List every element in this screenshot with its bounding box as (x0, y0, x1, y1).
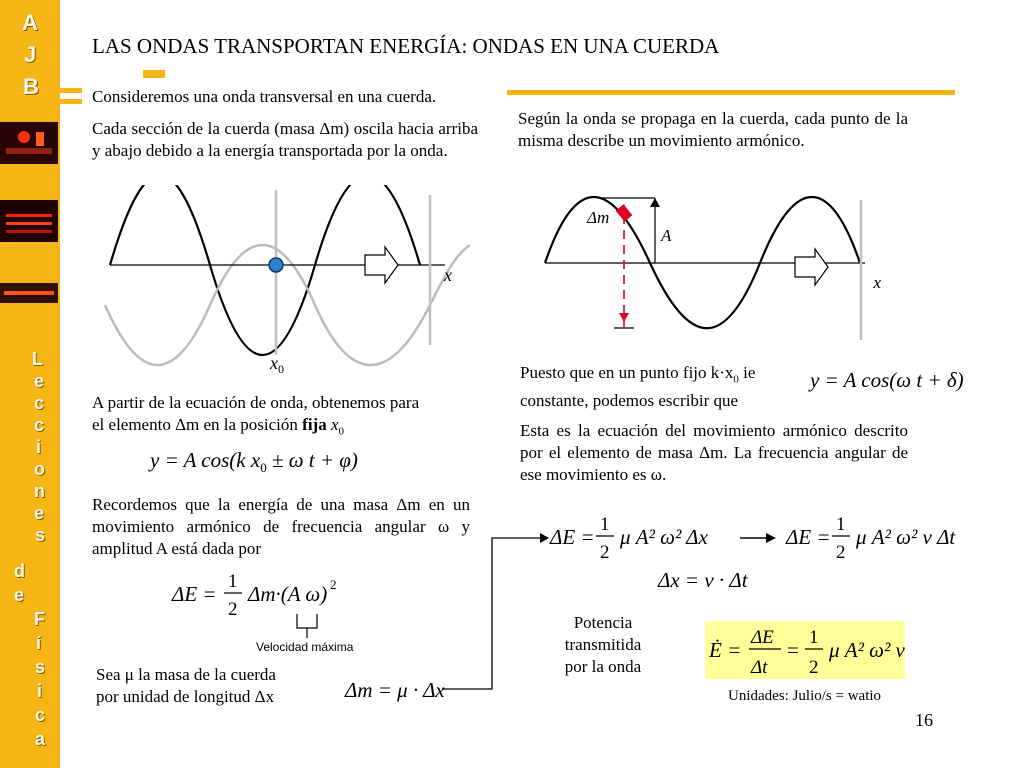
sidebar-letter: B (23, 74, 39, 99)
wave-figure-1 (100, 185, 470, 375)
propagation-arrow-icon (795, 249, 828, 285)
thumbnail-image-2 (0, 200, 58, 242)
equation-energy (170, 565, 370, 625)
page-number: 16 (915, 710, 933, 730)
svg-text:μ A² ω² v: μ A² ω² v (829, 638, 905, 662)
svg-text:1: 1 (228, 571, 238, 592)
svg-text:2: 2 (836, 542, 846, 563)
sidebar-letter: e (34, 371, 45, 391)
power-label: Potencia transmitida por la onda (564, 613, 642, 676)
svg-text:ΔE: ΔE (751, 627, 774, 648)
decor-bar (143, 70, 165, 78)
sidebar-letter: d (14, 561, 25, 581)
equation-wave-element: y = A cos(k $x_0 \pm \omega$ t + φ) (150, 448, 358, 476)
units-label: Unidades: Julio/s = watio (728, 688, 882, 704)
sidebar-letter: í (36, 633, 42, 653)
svg-text:2: 2 (809, 657, 819, 678)
right-paragraph: Según la onda se propaga en la cuerda, cada punto de la misma describe un movimiento armónico. (518, 109, 908, 150)
page-title: LAS ONDAS TRANSPORTAN ENERGÍA: ONDAS EN UNA CUERDA (92, 34, 720, 58)
harmonic-paragraph: Esta es la ecuación del movimiento armónico descrito por el elemento de masa Δm. La frecuencia angular de ese movimiento es ω. (520, 421, 908, 484)
equation-power (705, 621, 905, 679)
sidebar-letter: L (32, 349, 43, 369)
sidebar-letter: A (22, 10, 38, 35)
svg-text:ΔE =: ΔE = (172, 582, 217, 606)
max-velocity-pointer (295, 612, 319, 640)
sidebar-letter: o (34, 459, 45, 479)
x0-label: $x_0$ (270, 353, 284, 375)
axis-label-x: x (444, 265, 452, 285)
sidebar-letter: s (35, 657, 46, 677)
sidebar-letter: s (35, 525, 46, 545)
svg-text:μ A² ω² Δx: μ A² ω² Δx (620, 525, 708, 549)
svg-text:=: = (787, 638, 799, 662)
sidebar (0, 0, 60, 768)
equation-energy-dx (548, 508, 728, 568)
svg-text:1: 1 (809, 627, 819, 648)
sidebar-letter: c (34, 415, 45, 435)
sidebar-letter: i (36, 437, 42, 457)
svg-text:2: 2 (228, 599, 238, 620)
arrow-up-icon (650, 198, 660, 207)
sidebar-letter: J (24, 42, 37, 67)
svg-text:Δm·(A ω): Δm·(A ω) (248, 582, 328, 606)
svg-text:2: 2 (600, 542, 610, 563)
sidebar-letter: n (34, 481, 45, 501)
svg-text:Ė =: Ė = (709, 638, 742, 662)
energy-paragraph: Recordemos que la energía de una masa Δm en un movimiento armónico de frecuencia angular ω y amplitud A está dada por (92, 495, 470, 558)
thumbnail-image-3 (0, 283, 58, 303)
equation-energy-dt (784, 508, 974, 568)
sidebar-letter: i (37, 681, 43, 701)
left-paragraph: Cada sección de la cuerda (masa Δm) oscila hacia arriba y abajo debido a la energía transportada por la onda. (92, 119, 478, 160)
equation-fixed-point: y = A cos(ω t + δ) (810, 368, 964, 392)
propagation-arrow-icon (365, 247, 398, 283)
from-wave-text: A partir de la ecuación de onda, obtenemos para el elemento Δm en la posición fija $x_0$ (92, 393, 420, 438)
decor-bar (60, 88, 82, 93)
arrow-down-icon (619, 313, 629, 322)
mass-label: Δm (587, 208, 610, 227)
marked-point (269, 258, 283, 272)
decor-bar (507, 90, 955, 95)
shifted-wave-curve (105, 245, 470, 365)
svg-text:μ A² ω² v Δt: μ A² ω² v Δt (856, 525, 956, 549)
sidebar-letter: c (35, 705, 46, 725)
amplitude-label: A (661, 226, 672, 245)
svg-text:ΔE =: ΔE = (786, 525, 831, 549)
svg-text:2: 2 (330, 577, 337, 592)
fixed-point-text: Puesto que en un punto fijo $k\cdot x_0$ ie constante, podemos escribir que (520, 363, 756, 411)
decor-bar (60, 99, 82, 104)
sidebar-letter: F (34, 609, 45, 629)
intro-text: Consideremos una onda transversal en una cuerda. (92, 87, 437, 106)
sidebar-letter: c (34, 393, 45, 413)
mu-paragraph: Sea μ la masa de la cuerda por unidad de longitud Δx (96, 665, 276, 706)
mass-element (616, 204, 633, 221)
sidebar-letter: a (35, 729, 46, 749)
connector-arrow (440, 530, 550, 695)
equation-dx: Δx = v · Δt (658, 568, 748, 592)
max-velocity-label: Velocidad máxima (256, 640, 354, 654)
arrow-right-icon (738, 528, 778, 548)
thumbnail-image-1 (0, 122, 58, 164)
wave-figure-2 (540, 195, 885, 345)
equation-dm: Δm = μ · Δx (345, 678, 445, 702)
svg-text:Δt: Δt (751, 657, 768, 678)
power-equation-box (705, 621, 905, 679)
axis-label-x: x (873, 273, 881, 292)
svg-text:1: 1 (600, 514, 610, 535)
sidebar-letter: e (14, 585, 25, 605)
svg-text:ΔE =: ΔE = (550, 525, 595, 549)
sidebar-letter: e (34, 503, 45, 523)
svg-text:1: 1 (836, 514, 846, 535)
